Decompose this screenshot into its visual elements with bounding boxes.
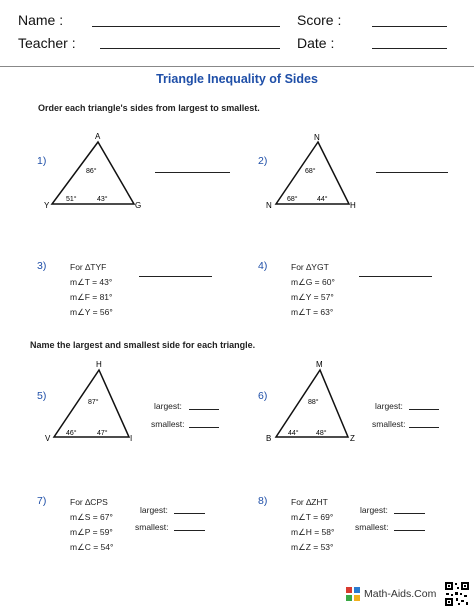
problem-8-largest-label: largest:	[360, 505, 388, 515]
problem-3-angle-1: m∠T = 43°	[70, 277, 113, 287]
problem-4-triangle: For ∆YGT	[291, 262, 329, 272]
problem-6-smallest-label: smallest:	[372, 419, 406, 429]
answer-line-1[interactable]	[155, 172, 230, 173]
vertex-right-label: G	[135, 201, 142, 210]
name-field[interactable]	[92, 26, 280, 27]
vertex-top-label: H	[96, 360, 102, 369]
vertex-left-label: N	[266, 201, 272, 210]
vertex-left-label: Y	[44, 201, 50, 210]
triangle-1	[40, 128, 150, 213]
angle-top-label: 87°	[88, 399, 99, 406]
vertex-right-label: I	[130, 434, 133, 443]
vertex-left-label: V	[45, 434, 51, 443]
vertex-top-label: M	[316, 360, 323, 369]
problem-3-number: 3)	[37, 260, 47, 272]
problem-8-triangle: For ∆ZHT	[291, 497, 328, 507]
problem-5-largest-answer[interactable]	[189, 409, 219, 410]
problem-8-smallest-label: smallest:	[355, 522, 389, 532]
problem-8-angle-2: m∠H = 58°	[291, 527, 335, 537]
problem-4-angle-1: m∠G = 60°	[291, 277, 335, 287]
problem-4-angle-3: m∠T = 63°	[291, 307, 334, 317]
problem-7-triangle: For ∆CPS	[70, 497, 108, 507]
angle-right-label: 48°	[316, 430, 327, 437]
problem-3-angle-3: m∠Y = 56°	[70, 307, 113, 317]
problem-1-number: 1)	[37, 155, 47, 167]
problem-6-number: 6)	[258, 390, 268, 402]
problem-5-smallest-answer[interactable]	[189, 427, 219, 428]
problem-8-angle-1: m∠T = 69°	[291, 512, 334, 522]
problem-6-largest-answer[interactable]	[409, 409, 439, 410]
angle-right-label: 47°	[97, 430, 108, 437]
angle-left-label: 68°	[287, 196, 298, 203]
problem-7-angle-3: m∠C = 54°	[70, 542, 114, 552]
page-title: Triangle Inequality of Sides	[156, 72, 318, 86]
math-aids-logo-text: Math-Aids.Com	[364, 588, 437, 600]
angle-top-label: 68°	[305, 168, 316, 175]
problem-3-triangle: For ∆TYF	[70, 262, 107, 272]
score-label: Score :	[297, 12, 342, 28]
angle-right-label: 43°	[97, 196, 108, 203]
teacher-field[interactable]	[100, 48, 280, 49]
problem-7-number: 7)	[37, 495, 47, 507]
date-field[interactable]	[372, 48, 447, 49]
problem-8-largest-answer[interactable]	[394, 513, 425, 514]
problem-6-largest-label: largest:	[375, 401, 403, 411]
teacher-label: Teacher :	[18, 35, 76, 51]
header-divider	[0, 66, 474, 67]
angle-top-label: 88°	[308, 399, 319, 406]
score-field[interactable]	[372, 26, 447, 27]
problem-7-angle-2: m∠P = 59°	[70, 527, 113, 537]
problem-6-smallest-answer[interactable]	[409, 427, 439, 428]
angle-right-label: 44°	[317, 196, 328, 203]
qr-code-icon	[444, 581, 470, 607]
vertex-right-label: Z	[350, 434, 355, 443]
problem-4-number: 4)	[258, 260, 268, 272]
problem-8-number: 8)	[258, 495, 268, 507]
problem-7-smallest-label: smallest:	[135, 522, 169, 532]
problem-5-largest-label: largest:	[154, 401, 182, 411]
date-label: Date :	[297, 35, 335, 51]
answer-line-3[interactable]	[139, 276, 212, 277]
problem-2-number: 2)	[258, 155, 268, 167]
problem-4-angle-2: m∠Y = 57°	[291, 292, 334, 302]
problem-3-angle-2: m∠F = 81°	[70, 292, 113, 302]
angle-left-label: 51°	[66, 196, 77, 203]
problem-5-number: 5)	[37, 390, 47, 402]
section1-instruction: Order each triangle's sides from largest to smallest.	[38, 103, 260, 113]
vertex-top-label: N	[314, 133, 320, 142]
triangle-6	[262, 357, 362, 445]
problem-5-smallest-label: smallest:	[151, 419, 185, 429]
problem-7-largest-label: largest:	[140, 505, 168, 515]
problem-7-angle-1: m∠S = 67°	[70, 512, 113, 522]
problem-7-smallest-answer[interactable]	[174, 530, 205, 531]
vertex-right-label: H	[350, 201, 356, 210]
angle-left-label: 46°	[66, 430, 77, 437]
math-aids-logo-icon	[345, 586, 361, 602]
answer-line-4[interactable]	[359, 276, 432, 277]
triangle-5	[40, 357, 140, 445]
section2-instruction: Name the largest and smallest side for each triangle.	[30, 340, 256, 350]
name-label: Name :	[18, 12, 64, 28]
angle-top-label: 86°	[86, 168, 97, 175]
problem-8-smallest-answer[interactable]	[394, 530, 425, 531]
answer-line-2[interactable]	[376, 172, 448, 173]
problem-8-angle-3: m∠Z = 53°	[291, 542, 334, 552]
vertex-left-label: B	[266, 434, 272, 443]
problem-7-largest-answer[interactable]	[174, 513, 205, 514]
angle-left-label: 44°	[288, 430, 299, 437]
triangle-2	[262, 128, 372, 213]
vertex-top-label: A	[95, 132, 101, 141]
